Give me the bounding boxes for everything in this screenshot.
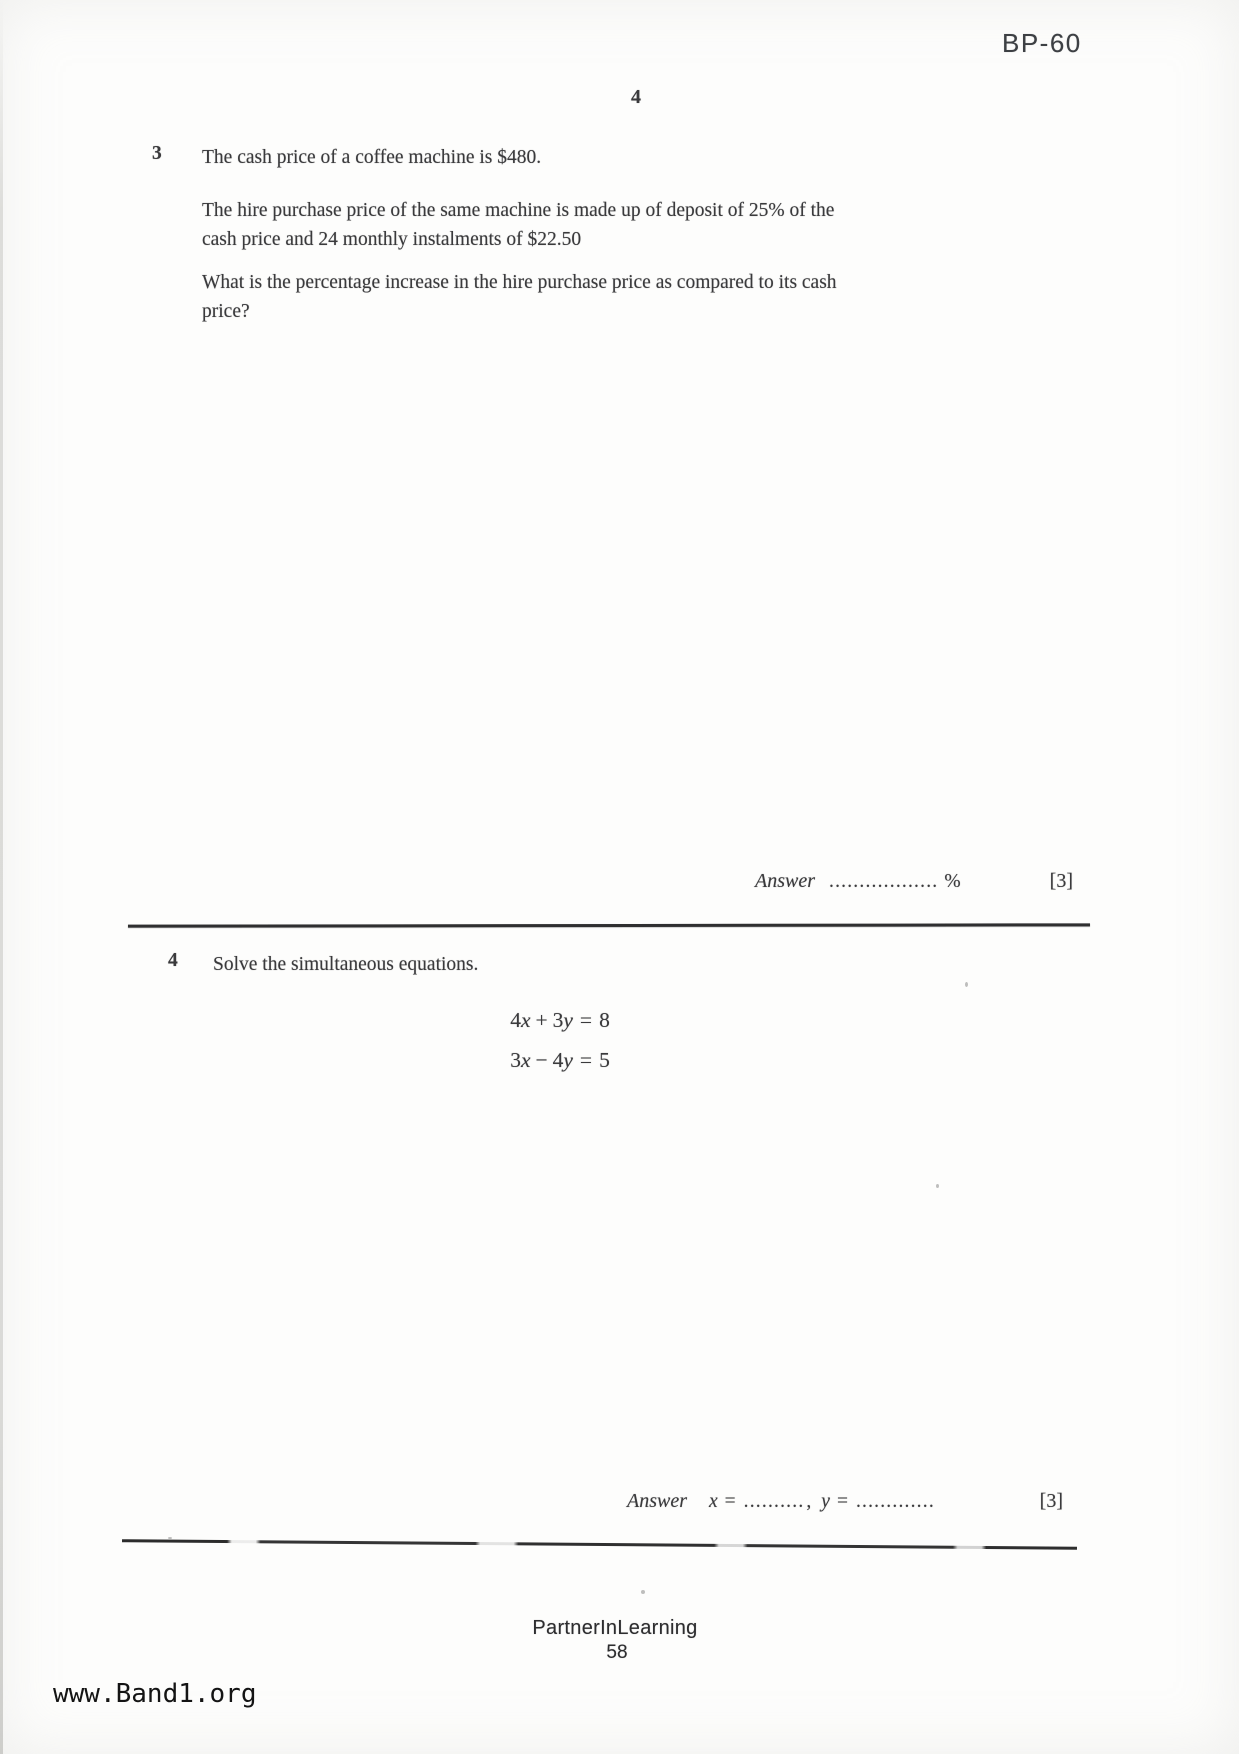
question-3-answer-line [755, 870, 1073, 893]
question-divider-rule [128, 923, 1090, 927]
equation-1 [455, 1008, 665, 1033]
answer-label: Answer [627, 1490, 687, 1512]
question-4-number: 4 [168, 950, 178, 971]
equation-2 [455, 1048, 665, 1073]
question-divider-rule-broken [122, 1539, 1077, 1549]
question-3-paragraph-1: The cash price of a coffee machine is $480. [202, 147, 542, 168]
equals-sign: = [579, 1008, 593, 1032]
marks-badge: [3] [1039, 1490, 1063, 1512]
answer-var-x: x [709, 1491, 718, 1512]
equation-2-rhs: 5 [599, 1048, 610, 1072]
scan-speck [965, 982, 968, 987]
equals-sign: = [579, 1048, 593, 1072]
question-3-paragraph-2-line-2: cash price and 24 monthly instalments of $22.50 [202, 229, 582, 250]
scan-speck [936, 1184, 939, 1188]
footer-page-number: 58 [606, 1642, 628, 1663]
equation-2-coeff-1: 3 [510, 1048, 521, 1072]
question-3-number: 3 [152, 143, 162, 164]
equation-2-var-y: y [563, 1048, 573, 1072]
equation-2-var-x: x [520, 1048, 531, 1072]
question-4-prompt: Solve the simultaneous equations. [213, 954, 479, 975]
equation-1-var-y: y [563, 1008, 573, 1032]
equation-1-var-x: x [520, 1008, 531, 1032]
question-3-paragraph-2-line-1: The hire purchase price of the same machine is made up of deposit of 25% of the [202, 200, 835, 221]
answer-blank-dots-y: ............. [855, 1491, 935, 1512]
scan-speck [641, 1590, 645, 1594]
minus-sign: − [535, 1048, 548, 1072]
marks-badge: [3] [1049, 870, 1073, 892]
plus-sign: + [535, 1008, 548, 1032]
answer-blank-dots-x: .......... [743, 1491, 805, 1512]
scan-edge-shadow [0, 0, 3, 1754]
answer-blank-dots: .................. [829, 871, 939, 892]
scan-speck [168, 1537, 172, 1539]
equation-1-coeff-2: 3 [552, 1008, 564, 1032]
question-4-answer-line [627, 1490, 1063, 1513]
page-number: 4 [631, 86, 641, 108]
question-3-paragraph-3-line-1: What is the percentage increase in the hire purchase price as compared to its cash [202, 272, 837, 293]
watermark-url: www.Band1.org [53, 1679, 257, 1709]
answer-label: Answer [755, 870, 815, 892]
comma-separator: , [806, 1491, 812, 1512]
equation-1-coeff-1: 4 [510, 1008, 521, 1032]
equation-2-coeff-2: 4 [552, 1048, 564, 1072]
paper-code: BP-60 [1002, 28, 1082, 58]
equals-sign: = [724, 1491, 736, 1512]
answer-unit-percent: % [944, 871, 961, 892]
answer-var-y: y [821, 1491, 830, 1512]
equation-1-rhs: 8 [599, 1008, 610, 1032]
question-3-paragraph-3-line-2: price? [202, 301, 250, 322]
equals-sign: = [836, 1491, 848, 1512]
footer-brand: PartnerInLearning [532, 1617, 698, 1639]
